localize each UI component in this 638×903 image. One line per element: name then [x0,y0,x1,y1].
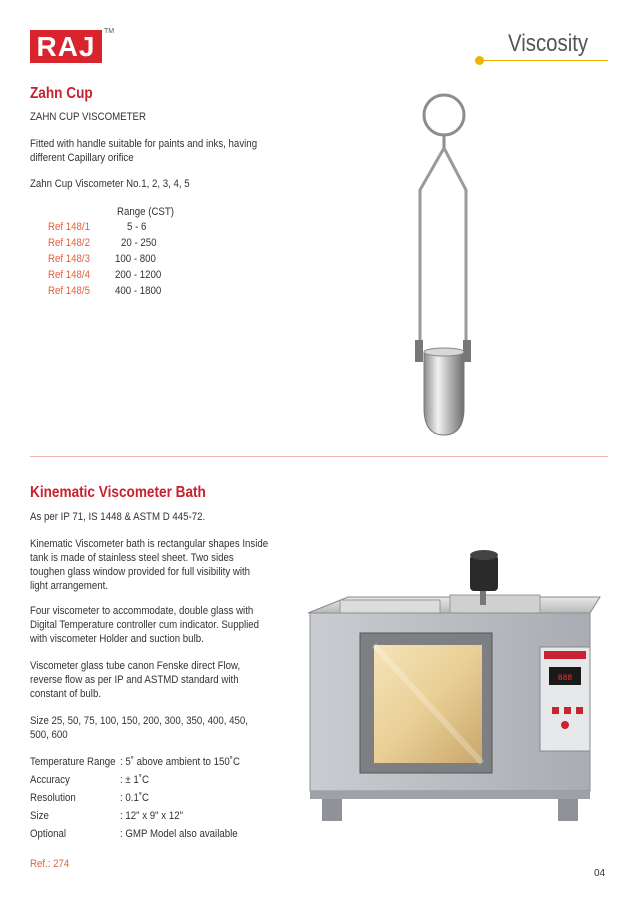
trademark-mark: TM [104,28,115,35]
header-rule [480,60,608,61]
section-title: Viscosity [508,30,589,57]
viscometer-bath-image [300,545,608,823]
spec-value-optional: : GMP Model also available [120,828,238,840]
range-148-1: 5 - 6 [127,221,147,233]
ref-148-3: Ref 148/3 [48,253,90,265]
ref-148-5: Ref 148/5 [48,285,90,297]
zahn-models: Zahn Cup Viscometer No.1, 2, 3, 4, 5 [30,178,190,190]
spec-value-temperature: : 5˚ above ambient to 150˚C [120,756,240,768]
kinematic-p2-line3: with viscometer Holder and suction bulb. [30,633,204,645]
spec-value-resolution: : 0.1˚C [120,792,150,804]
brand-logo: RAJ [30,30,102,63]
range-header: Range (CST) [117,206,175,218]
svg-text:888: 888 [557,674,573,683]
kinematic-sizes-line1: Size 25, 50, 75, 100, 150, 200, 300, 350, 400, 450, [30,715,248,727]
range-148-5: 400 - 1800 [115,285,162,297]
range-148-3: 100 - 800 [115,253,156,265]
kinematic-p3-line3: constant of bulb. [30,688,102,700]
zahn-cup-image [400,90,490,440]
kinematic-p1-line3: toughen glass window provided for full visibility with [30,566,251,578]
zahn-title: Zahn Cup [30,85,93,102]
spec-label-accuracy: Accuracy [30,774,70,786]
spec-label-optional: Optional [30,828,67,840]
spec-label-resolution: Resolution [30,792,76,804]
kinematic-title: Kinematic Viscometer Bath [30,484,206,501]
kinematic-p1-line1: Kinematic Viscometer bath is rectangular shapes Inside [30,538,269,550]
zahn-subtitle: ZAHN CUP VISCOMETER [30,111,146,123]
ref-148-4: Ref 148/4 [48,269,90,281]
kinematic-p2-line1: Four viscometer to accommodate, double glass with [30,605,254,617]
page-number: 04 [594,868,606,879]
ref-148-1: Ref 148/1 [48,221,90,233]
kinematic-p1-line2: tank is made of stainless steel sheet. Two sides [30,552,234,564]
kinematic-p1-line4: light arrangement. [30,580,109,592]
kinematic-p3-line2: reverse flow as per IP and ASTMD standard with [30,674,239,686]
spec-label-size: Size [30,810,49,822]
spec-label-temperature: Temperature Range [30,756,116,768]
spec-value-accuracy: : ± 1˚C [120,774,149,786]
kinematic-p3-line1: Viscometer glass tube canon Fenske direct Flow, [30,660,241,672]
zahn-desc-line1: Fitted with handle suitable for paints and inks, having [30,138,258,150]
section-divider [30,456,608,457]
ref-148-2: Ref 148/2 [48,237,90,249]
range-148-2: 20 - 250 [121,237,157,249]
zahn-desc-line2: different Capillary orifice [30,152,134,164]
kinematic-ref: Ref.: 274 [30,858,70,870]
kinematic-standards: As per IP 71, IS 1448 & ASTM D 445-72. [30,511,206,523]
kinematic-sizes-line2: 500, 600 [30,729,68,741]
range-148-4: 200 - 1200 [115,269,162,281]
kinematic-p2-line2: Digital Temperature controller cum indicator. Supplied [30,619,260,631]
header-dot [475,56,484,65]
spec-value-size: : 12" x 9" x 12" [120,810,184,822]
